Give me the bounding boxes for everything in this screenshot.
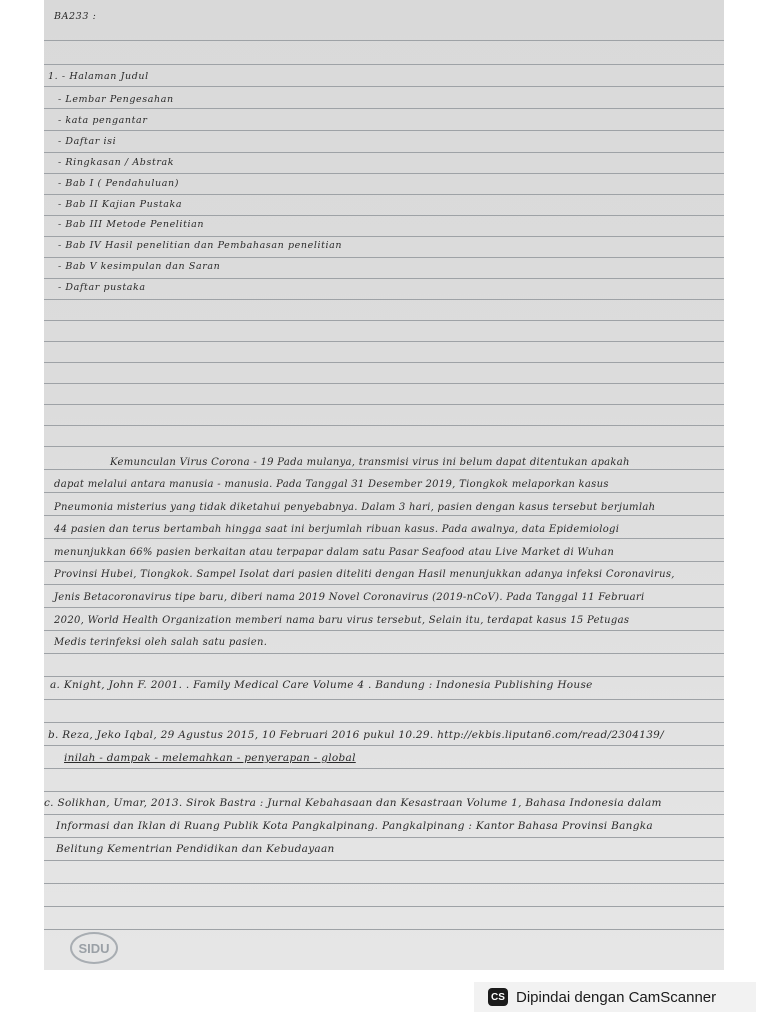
paragraph-line: 44 pasien dan terus bertambah hingga saat ini berjumlah ribuan kasus. Pada awalnya, data Epidemiologi bbox=[54, 524, 620, 535]
reference-c-line2: Informasi dan Iklan di Ruang Publik Kota Pangkalpinang. Pangkalpinang : Kantor Bahasa Provinsi Bangka bbox=[56, 820, 653, 832]
toc-item-bab-4: - Bab IV Hasil penelitian dan Pembahasan penelitian bbox=[58, 240, 343, 251]
reference-b-line2: inilah - dampak - melemahkan - penyerapan - global bbox=[64, 752, 356, 764]
toc-item-halaman-judul: 1. - Halaman Judul bbox=[48, 71, 149, 82]
paragraph-line: 2020, World Health Organization memberi nama baru virus tersebut, Selain itu, terdapat kasus 15 Petugas bbox=[54, 615, 630, 626]
toc-item-ringkasan: - Ringkasan / Abstrak bbox=[58, 157, 175, 168]
notebook-brand-stamp: SIDU bbox=[70, 932, 118, 964]
paragraph-line: Provinsi Hubei, Tiongkok. Sampel Isolat dari pasien diteliti dengan Hasil menunjukkan adanya infeksi Coronavirus, bbox=[54, 569, 675, 580]
page-number-note: BA233 : bbox=[54, 11, 97, 22]
paragraph-line: Medis terinfeksi oleh salah satu pasien. bbox=[54, 637, 268, 648]
paragraph-line: menunjukkan 66% pasien berkaitan atau terpapar dalam satu Pasar Seafood atau Live Market di Wuhan bbox=[54, 547, 615, 558]
toc-item-bab-2: - Bab II Kajian Pustaka bbox=[58, 199, 183, 210]
toc-item-kata-pengantar: - kata pengantar bbox=[58, 115, 148, 126]
toc-item-bab-1: - Bab I ( Pendahuluan) bbox=[58, 178, 180, 189]
paragraph-line: Jenis Betacoronavirus tipe baru, diberi nama 2019 Novel Coronavirus (2019-nCoV). Pada Tanggal 11 Februari bbox=[54, 592, 645, 603]
scanned-notebook-page bbox=[44, 0, 724, 970]
reference-b-line1: b. Reza, Jeko Iqbal, 29 Agustus 2015, 10 Februari 2016 pukul 10.29. http://ekbis.liputan6.com/read/2304139/ bbox=[48, 729, 664, 741]
reference-c-line1: c. Solikhan, Umar, 2013. Sirok Bastra : Jurnal Kebahasaan dan Kesastraan Volume 1, Bahasa Indonesia dalam bbox=[44, 797, 662, 809]
camscanner-watermark bbox=[474, 982, 756, 1012]
paragraph-line: dapat melalui antara manusia - manusia. Pada Tanggal 31 Desember 2019, Tiongkok melaporkan kasus bbox=[54, 479, 609, 490]
camscanner-text: Dipindai dengan CamScanner bbox=[516, 988, 717, 1006]
camscanner-logo-icon: CS bbox=[488, 988, 508, 1006]
toc-item-bab-5: - Bab V kesimpulan dan Saran bbox=[58, 261, 221, 272]
paragraph-line: Pneumonia misterius yang tidak diketahui penyebabnya. Dalam 3 hari, pasien dengan kasus tersebut berjumlah bbox=[54, 502, 656, 513]
reference-a: a. Knight, John F. 2001. . Family Medical Care Volume 4 . Bandung : Indonesia Publishing House bbox=[50, 679, 593, 691]
toc-item-daftar-isi: - Daftar isi bbox=[58, 136, 117, 147]
paragraph-line: Kemunculan Virus Corona - 19 Pada mulanya, transmisi virus ini belum dapat ditentukan apakah bbox=[110, 457, 630, 468]
reference-c-line3: Belitung Kementrian Pendidikan dan Kebudayaan bbox=[56, 843, 335, 855]
toc-item-bab-3: - Bab III Metode Penelitian bbox=[58, 219, 205, 230]
toc-item-daftar-pustaka: - Daftar pustaka bbox=[58, 282, 146, 293]
toc-item-lembar-pengesahan: - Lembar Pengesahan bbox=[58, 94, 174, 105]
